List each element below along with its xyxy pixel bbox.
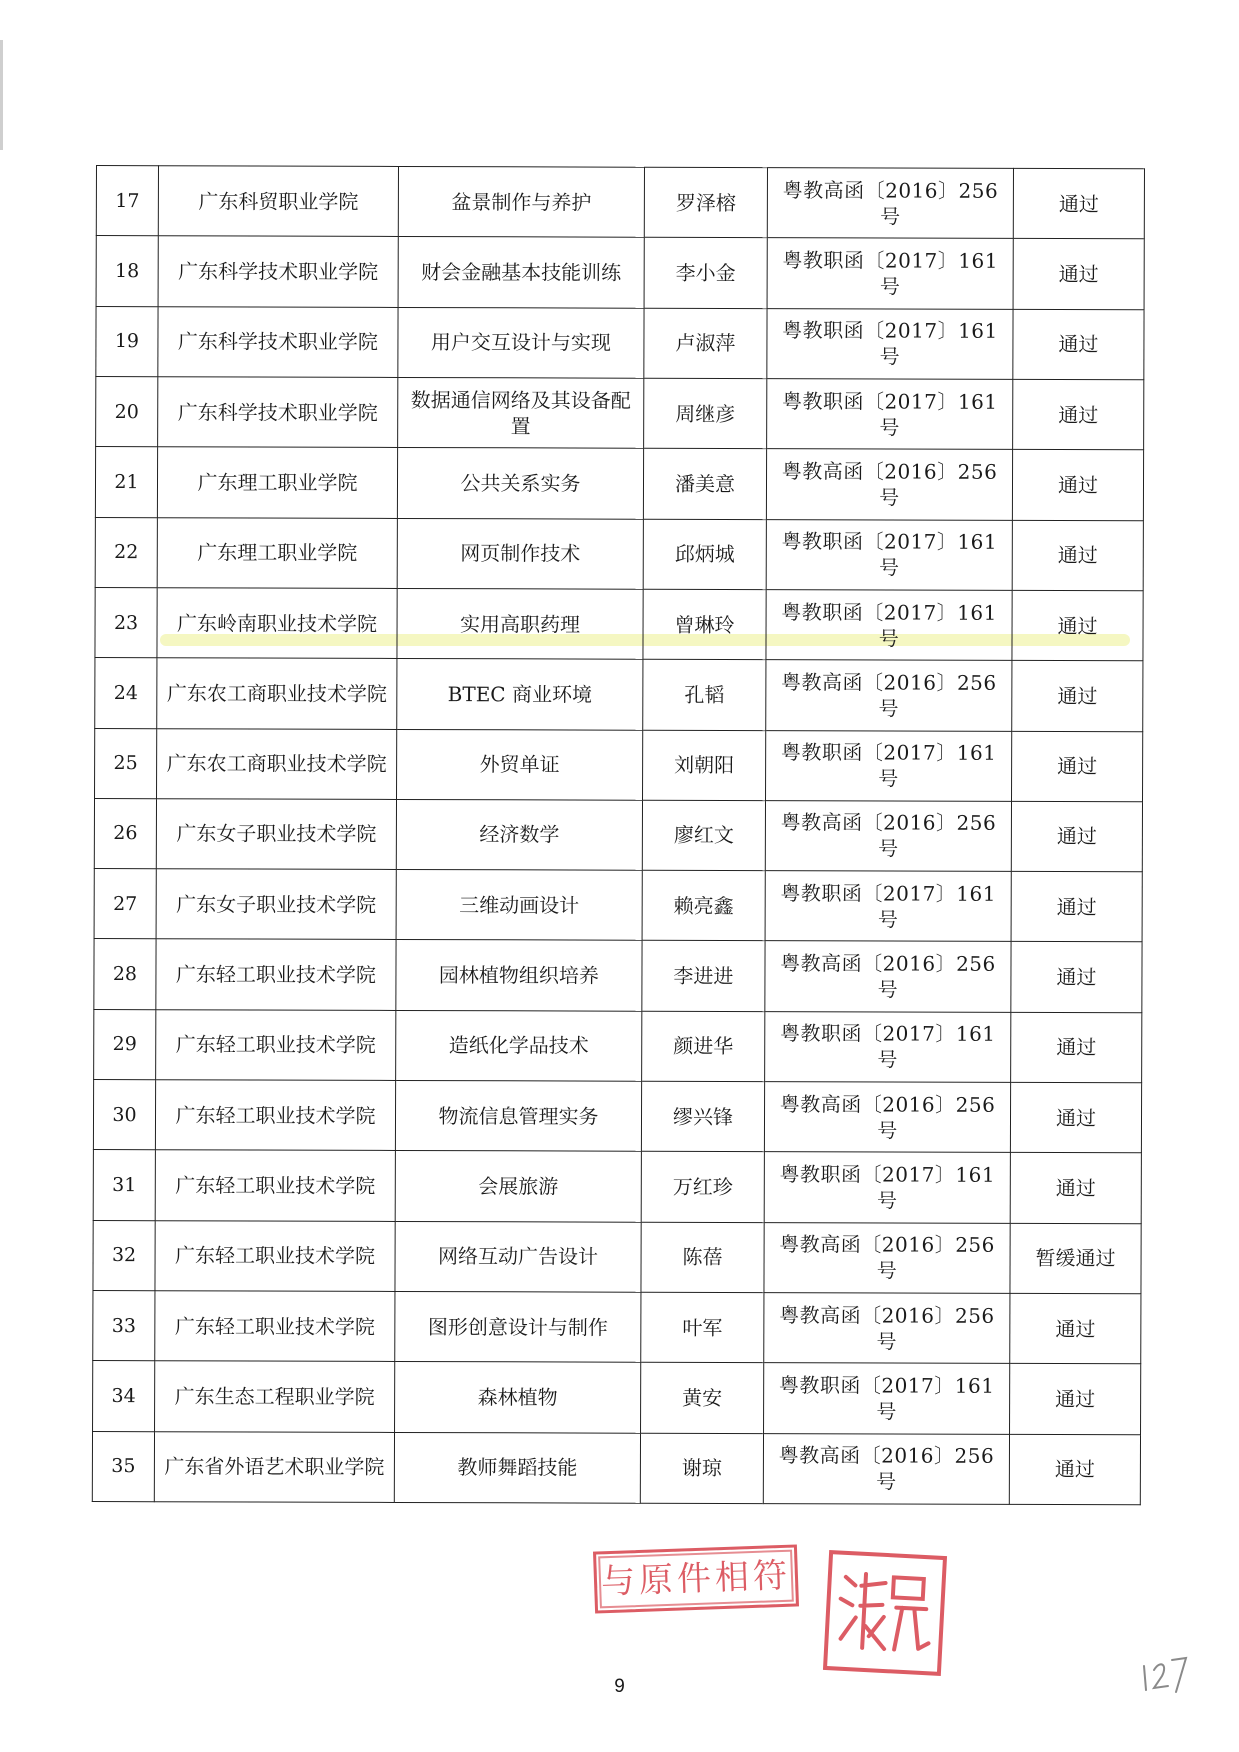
- row-number: 34: [93, 1361, 155, 1432]
- person-in-charge: 万红珍: [641, 1152, 764, 1223]
- approval-document: 粤教高函〔2016〕256 号: [767, 168, 1013, 239]
- review-result: 通过: [1013, 379, 1144, 450]
- person-in-charge: 廖红文: [642, 800, 765, 871]
- approval-document: 粤教职函〔2017〕161 号: [767, 238, 1013, 309]
- review-result: 通过: [1011, 872, 1142, 943]
- table-row: [93, 1150, 1141, 1224]
- table-row: [93, 1220, 1141, 1294]
- table-row: [95, 658, 1143, 732]
- person-in-charge: 陈蓓: [641, 1222, 764, 1293]
- row-number: 24: [95, 658, 157, 729]
- school-name: 广东轻工职业技术学院: [155, 1080, 395, 1151]
- row-number: 23: [95, 587, 157, 658]
- approval-document: 粤教高函〔2016〕256 号: [766, 660, 1012, 731]
- school-name: 广东轻工职业技术学院: [156, 1009, 396, 1080]
- table-row: [96, 376, 1144, 450]
- approval-document: 粤教高函〔2016〕256 号: [765, 941, 1011, 1012]
- approval-document: 粤教高函〔2016〕256 号: [764, 1082, 1010, 1153]
- school-name: 广东农工商职业技术学院: [157, 728, 397, 799]
- course-name: 盆景制作与养护: [398, 166, 644, 237]
- course-name: 用户交互设计与实现: [398, 307, 644, 378]
- review-result: 通过: [1011, 1012, 1142, 1083]
- row-number: 25: [95, 728, 157, 799]
- review-result: 通过: [1012, 731, 1143, 802]
- handwritten-page-note: [1138, 1648, 1190, 1696]
- table-row: [93, 1290, 1141, 1364]
- row-number: 27: [94, 869, 156, 940]
- table-row: [94, 939, 1142, 1013]
- table-row: [96, 166, 1144, 240]
- review-result: 通过: [1010, 1082, 1141, 1153]
- seal-glyph-icon: [827, 1554, 943, 1672]
- course-name: BTEC 商业环境: [397, 659, 643, 730]
- person-in-charge: 罗泽榕: [644, 167, 767, 238]
- school-name: 广东农工商职业技术学院: [157, 658, 397, 729]
- school-name: 广东轻工职业技术学院: [155, 1150, 395, 1221]
- school-name: 广东女子职业技术学院: [156, 869, 396, 940]
- review-result: 通过: [1013, 239, 1144, 310]
- course-name: 教师舞蹈技能: [394, 1432, 640, 1503]
- approval-document: 粤教职函〔2017〕161 号: [765, 1011, 1011, 1082]
- approval-document: 粤教高函〔2016〕256 号: [764, 1222, 1010, 1293]
- review-result: 通过: [1012, 661, 1143, 732]
- school-name: 广东科学技术职业学院: [158, 236, 398, 307]
- row-number: 30: [93, 1080, 155, 1151]
- review-result: 通过: [1009, 1434, 1140, 1505]
- course-name: 经济数学: [396, 799, 642, 870]
- table-row: [96, 236, 1144, 310]
- person-in-charge: 潘美意: [643, 448, 766, 519]
- course-name: 图形创意设计与制作: [395, 1291, 641, 1362]
- course-name: 财会金融基本技能训练: [398, 237, 644, 308]
- person-in-charge: 赖亮鑫: [642, 870, 765, 941]
- approval-document: 粤教职函〔2017〕161 号: [764, 1363, 1010, 1434]
- table-row: [95, 517, 1143, 591]
- person-in-charge: 卢淑萍: [644, 308, 767, 379]
- table-row: [93, 1080, 1141, 1154]
- approval-document: 粤教职函〔2017〕161 号: [767, 308, 1013, 379]
- review-result: 通过: [1010, 1364, 1141, 1435]
- school-name: 广东科学技术职业学院: [158, 377, 398, 448]
- approval-document: 粤教职函〔2017〕161 号: [766, 730, 1012, 801]
- person-in-charge: 缪兴锋: [641, 1081, 764, 1152]
- review-result: 通过: [1011, 942, 1142, 1013]
- person-in-charge: 黄安: [641, 1363, 764, 1434]
- row-number: 22: [95, 517, 157, 588]
- page-number: 9: [614, 1676, 625, 1697]
- person-in-charge: 李进进: [642, 941, 765, 1012]
- row-number: 28: [94, 939, 156, 1010]
- school-name: 广东女子职业技术学院: [156, 799, 396, 870]
- row-number: 32: [93, 1220, 155, 1291]
- review-result: 暂缓通过: [1010, 1223, 1141, 1294]
- table-row: [94, 1009, 1142, 1083]
- person-in-charge: 刘朝阳: [643, 730, 766, 801]
- row-number: 29: [94, 1009, 156, 1080]
- table-row: [93, 1361, 1141, 1435]
- course-name: 网络互动广告设计: [395, 1221, 641, 1292]
- scan-edge-mark: [0, 40, 3, 150]
- school-name: 广东科学技术职业学院: [158, 306, 398, 377]
- approval-document: 粤教职函〔2017〕161 号: [764, 1152, 1010, 1223]
- approval-document: 粤教职函〔2017〕161 号: [766, 519, 1012, 590]
- school-name: 广东生态工程职业学院: [155, 1361, 395, 1432]
- row-number: 26: [94, 798, 156, 869]
- table-body: [92, 166, 1144, 1505]
- person-in-charge: 叶军: [641, 1292, 764, 1363]
- approval-document: 粤教高函〔2016〕256 号: [764, 1293, 1010, 1364]
- course-name: 森林植物: [395, 1362, 641, 1433]
- review-result: 通过: [1011, 801, 1142, 872]
- school-name: 广东轻工职业技术学院: [155, 1220, 395, 1291]
- approval-document: 粤教高函〔2016〕256 号: [763, 1433, 1009, 1504]
- row-number: 19: [96, 306, 158, 377]
- school-name: 广东省外语艺术职业学院: [154, 1431, 394, 1502]
- table-row: [96, 306, 1144, 380]
- person-in-charge: 曾琳玲: [643, 589, 766, 660]
- table-row: [95, 447, 1143, 521]
- approval-document: 粤教高函〔2016〕256 号: [766, 449, 1012, 520]
- person-in-charge: 颜进华: [642, 1011, 765, 1082]
- course-name: 会展旅游: [395, 1151, 641, 1222]
- course-name: 实用高职药理: [397, 588, 643, 659]
- row-number: 31: [93, 1150, 155, 1221]
- table-row: [95, 728, 1143, 802]
- row-number: 20: [96, 376, 158, 447]
- person-in-charge: 李小金: [644, 238, 767, 309]
- course-name: 物流信息管理实务: [395, 1081, 641, 1152]
- table-row: [94, 869, 1142, 943]
- review-result: 通过: [1012, 520, 1143, 591]
- course-name: 造纸化学品技术: [396, 1010, 642, 1081]
- personal-seal: [823, 1550, 947, 1676]
- row-number: 35: [92, 1431, 154, 1502]
- review-result: 通过: [1013, 309, 1144, 380]
- course-name: 公共关系实务: [397, 448, 643, 519]
- person-in-charge: 周继彦: [644, 378, 767, 449]
- course-review-table: [92, 165, 1145, 1505]
- row-number: 18: [96, 236, 158, 307]
- person-in-charge: 邱炳城: [643, 519, 766, 590]
- course-name: 三维动画设计: [396, 870, 642, 941]
- row-number: 21: [95, 447, 157, 518]
- handwritten-127-icon: [1138, 1648, 1190, 1696]
- school-name: 广东理工职业学院: [157, 517, 397, 588]
- table-row: [94, 798, 1142, 872]
- school-name: 广东轻工职业技术学院: [155, 1291, 395, 1362]
- person-in-charge: 孔韬: [643, 659, 766, 730]
- course-name: 外贸单证: [397, 729, 643, 800]
- approval-document: 粤教职函〔2017〕161 号: [766, 589, 1012, 660]
- row-number: 33: [93, 1290, 155, 1361]
- course-name: 园林植物组织培养: [396, 940, 642, 1011]
- table-row: [92, 1431, 1140, 1505]
- school-name: 广东科贸职业学院: [158, 166, 398, 237]
- approval-document: 粤教职函〔2017〕161 号: [767, 379, 1013, 450]
- row-number: 17: [96, 166, 158, 237]
- person-in-charge: 谢琼: [640, 1433, 763, 1504]
- review-result: 通过: [1012, 590, 1143, 661]
- review-result: 通过: [1012, 450, 1143, 521]
- review-result: 通过: [1010, 1153, 1141, 1224]
- course-name: 网页制作技术: [397, 518, 643, 589]
- school-name: 广东理工职业学院: [157, 447, 397, 518]
- table-row: [95, 587, 1143, 661]
- review-result: 通过: [1013, 168, 1144, 239]
- stamp-text: 与原件相符: [600, 1555, 792, 1603]
- school-name: 广东岭南职业技术学院: [157, 588, 397, 659]
- review-result: 通过: [1010, 1293, 1141, 1364]
- course-name: 数据通信网络及其设备配置: [398, 377, 644, 448]
- approval-document: 粤教高函〔2016〕256 号: [765, 800, 1011, 871]
- school-name: 广东轻工职业技术学院: [156, 939, 396, 1010]
- approval-document: 粤教职函〔2017〕161 号: [765, 871, 1011, 942]
- copy-certified-stamp: [593, 1544, 799, 1613]
